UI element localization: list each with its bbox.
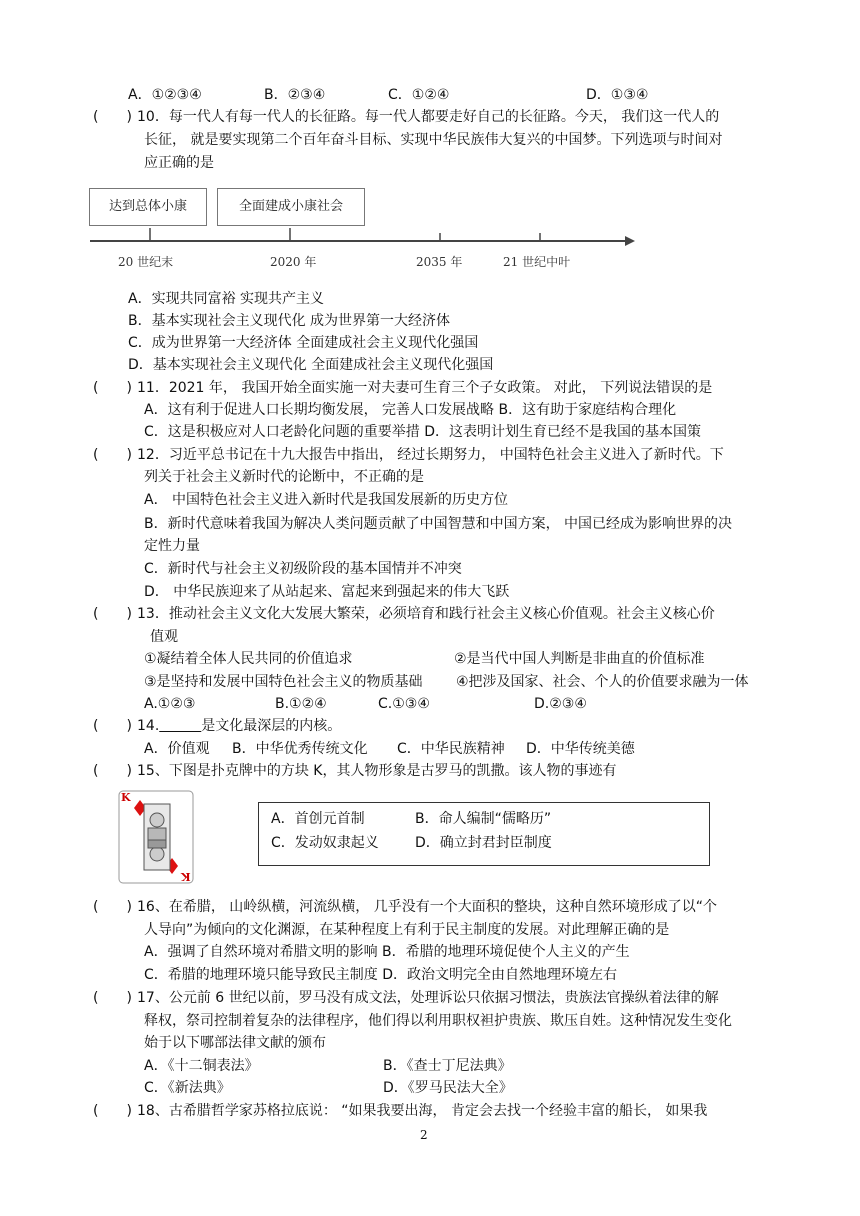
- timeline-label-1: 20 世纪末: [118, 255, 174, 269]
- q13-option-c: C.①③④: [378, 696, 430, 712]
- q13-stem-line2: 值观: [150, 629, 178, 645]
- q10-option-b: B．基本实现社会主义现代化 成为世界第一大经济体: [128, 313, 451, 329]
- q15-stem: 15、下图是扑克牌中的方块 K，其人物形象是古罗马的凯撒。该人物的事迹有: [137, 763, 617, 779]
- q9-option-a: A．①②③④: [128, 87, 202, 103]
- answer-blank[interactable]: ( ): [93, 109, 132, 125]
- q10-stem-line1: 10．每一代人有每一代人的长征路。每一代人都要走好自己的长征路。今天， 我们这一代人的: [137, 109, 720, 125]
- q13-option-b: B.①②④: [275, 696, 327, 712]
- q10-option-c: C．成为世界第一大经济体 全面建成社会主义现代化强国: [128, 335, 479, 351]
- q17-stem-line2: 释权，祭司控制着复杂的法律程序，他们得以利用职权袒护贵族、欺压自姓。这种情况发生变化: [144, 1013, 732, 1029]
- q14-number: 14.: [137, 718, 160, 734]
- page-number: 2: [420, 1128, 428, 1142]
- q9-option-b: B．②③④: [264, 87, 326, 103]
- q14-option-a: A．价值观: [144, 741, 210, 757]
- q12-option-b-cont: 定性力量: [144, 538, 200, 554]
- q13-item-1: ①凝结着全体人民共同的价值追求: [144, 651, 353, 667]
- answer-blank[interactable]: ( ): [93, 606, 132, 622]
- playing-card-image: [118, 790, 194, 884]
- q14-stem: [137, 716, 341, 736]
- q17-stem-line1: 17、公元前 6 世纪以前，罗马没有成文法，处理诉讼只依据习惯法，贵族法官操纵着法律的解: [137, 990, 719, 1006]
- q14-option-b: B．中华优秀传统文化: [232, 741, 368, 757]
- timeline-box-1: 达到总体小康: [89, 188, 207, 226]
- q16-stem-line2: 人导向”为倾向的文化渊源，在某种程度上有利于民主制度的发展。对此理解正确的是: [144, 922, 670, 938]
- q17-option-b: B．《查士丁尼法典》: [383, 1058, 512, 1074]
- answer-blank[interactable]: ( ): [93, 718, 132, 734]
- q12-stem-line1: 12．习近平总书记在十九大报告中指出， 经过长期努力， 中国特色社会主义进入了新时代。下: [137, 447, 724, 463]
- q12-option-b: B．新时代意味着我国为解决人类问题贡献了中国智慧和中国方案， 中国已经成为影响世界的决: [144, 516, 733, 532]
- answer-blank[interactable]: ( ): [93, 447, 132, 463]
- q14-fill-blank[interactable]: [159, 718, 201, 734]
- q11-options-ab: A．这有利于促进人口长期均衡发展， 完善人口发展战略 B．这有助于家庭结构合理化: [144, 402, 677, 418]
- q17-option-c: C．《新法典》: [144, 1080, 231, 1096]
- q13-item-4: ④把涉及国家、社会、个人的价值要求融为一体: [456, 674, 749, 690]
- q13-option-d: D.②③④: [534, 696, 587, 712]
- q11-stem: 11．2021 年， 我国开始全面实施一对夫妻可生育三个子女政策。 对此， 下列说法错误的是: [137, 380, 713, 396]
- answer-blank[interactable]: ( ): [93, 1103, 132, 1119]
- q17-option-d: D．《罗马民法大全》: [383, 1080, 513, 1096]
- q10-option-d: D．基本实现社会主义现代化 全面建成社会主义现代化强国: [128, 357, 494, 373]
- q10-option-a: A．实现共同富裕 实现共产主义: [128, 291, 325, 307]
- q16-options-cd: C．希腊的地理环境只能导致民主制度 D．政治文明完全由自然地理环境左右: [144, 967, 618, 983]
- answer-blank[interactable]: ( ): [93, 380, 132, 396]
- answer-blank[interactable]: ( ): [93, 763, 132, 779]
- timeline-label-4: 21 世纪中叶: [503, 255, 571, 269]
- q17-stem-line3: 始于以下哪部法律文献的颁布: [144, 1035, 326, 1051]
- q14-option-c: C．中华民族精神: [397, 741, 505, 757]
- q12-stem-line2: 列关于社会主义新时代的论断中，不正确的是: [144, 469, 424, 485]
- q12-option-c: C．新时代与社会主义初级阶段的基本国情并不冲突: [144, 561, 462, 577]
- q9-option-d: D．①③④: [586, 87, 649, 103]
- answer-blank[interactable]: ( ): [93, 990, 132, 1006]
- q13-item-2: ②是当代中国人判断是非曲直的价值标准: [454, 651, 705, 667]
- q10-stem-line3: 应正确的是: [144, 155, 214, 171]
- q10-stem-line2: 长征， 就是要实现第二个百年奋斗目标、实现中华民族伟大复兴的中国梦。下列选项与时间对: [144, 132, 723, 148]
- q12-option-d: D． 中华民族迎来了从站起来、富起来到强起来的伟大飞跃: [144, 584, 510, 600]
- timeline-axis: [85, 228, 640, 252]
- timeline-label-3: 2035 年: [416, 255, 463, 269]
- q18-stem: 18、古希腊哲学家苏格拉底说： “如果我要出海， 肯定会去找一个经验丰富的船长， 如果我: [137, 1103, 708, 1119]
- q15-options-box: [258, 802, 710, 866]
- q15-option-b: B．命人编制“儒略历”: [415, 811, 552, 827]
- timeline-box-2: 全面建成小康社会: [217, 188, 365, 226]
- card-corner-bottom: K: [181, 870, 191, 883]
- q15-option-c: C．发动奴隶起义: [271, 835, 379, 851]
- q12-option-a: A． 中国特色社会主义进入新时代是我国发展新的历史方位: [144, 492, 509, 508]
- q16-options-ab: A．强调了自然环境对希腊文明的影响 B．希腊的地理环境促使个人主义的产生: [144, 944, 630, 960]
- q14-stem-text: 是文化最深层的内核。: [201, 718, 342, 734]
- q16-stem-line1: 16、在希腊， 山岭纵横，河流纵横， 几乎没有一个大面积的整块，这种自然环境形成了以“个: [137, 899, 717, 915]
- q9-option-c: C．①②④: [388, 87, 450, 103]
- card-corner-top: K: [121, 791, 131, 804]
- q13-item-3: ③是坚持和发展中国特色社会主义的物质基础: [144, 674, 423, 690]
- q15-option-d: D．确立封君封臣制度: [415, 835, 552, 851]
- q11-options-cd: C．这是积极应对人口老龄化问题的重要举措 D．这表明计划生育已经不是我国的基本国策: [144, 424, 702, 440]
- q14-option-d: D．中华传统美德: [526, 741, 635, 757]
- answer-blank[interactable]: ( ): [93, 899, 132, 915]
- q13-stem-line1: 13．推动社会主义文化大发展大繁荣，必须培育和践行社会主义核心价值观。社会主义核心价: [137, 606, 715, 622]
- timeline-label-2: 2020 年: [270, 255, 317, 269]
- q17-option-a: A．《十二铜表法》: [144, 1058, 259, 1074]
- q15-option-a: A．首创元首制: [271, 811, 365, 827]
- q13-option-a: A.①②③: [144, 696, 196, 712]
